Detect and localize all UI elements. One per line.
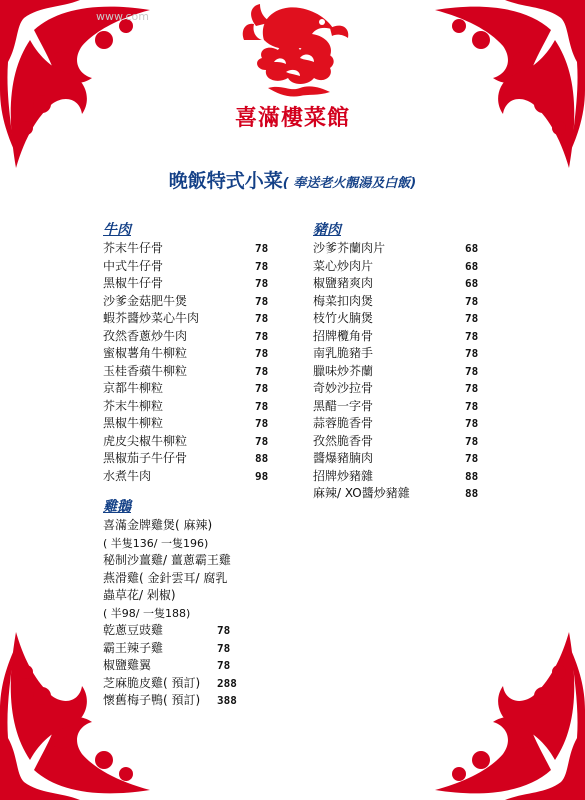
menu-item-name: 南乳脆豬手 bbox=[313, 346, 374, 360]
menu-item-name: 黑椒牛仔骨 bbox=[103, 276, 164, 290]
pork-item-list bbox=[313, 240, 488, 503]
menu-item bbox=[313, 275, 488, 293]
menu-item bbox=[103, 380, 273, 398]
menu-item-name: 霸王辣子雞 bbox=[103, 640, 164, 655]
menu-item bbox=[313, 485, 488, 503]
menu-item bbox=[313, 345, 488, 363]
menu-item bbox=[103, 675, 273, 693]
menu-item-name: 蝦芥醬炒菜心牛肉 bbox=[103, 311, 200, 325]
menu-item bbox=[103, 622, 273, 640]
menu-item-name: 京都牛柳粒 bbox=[103, 381, 164, 395]
beef-item-list bbox=[103, 240, 273, 485]
menu-item bbox=[103, 692, 273, 710]
fish-logo-icon bbox=[238, 0, 358, 100]
menu-item-name: 醬爆豬腩肉 bbox=[313, 451, 374, 465]
menu-item-name: 虎皮尖椒牛柳粒 bbox=[103, 433, 188, 448]
menu-item bbox=[103, 433, 273, 451]
menu-item-name: 乾蔥豆豉雞 bbox=[103, 623, 164, 637]
menu-item-name: 梅菜扣肉煲 bbox=[313, 293, 374, 308]
menu-item bbox=[313, 450, 488, 468]
menu-item-price: 78 bbox=[465, 399, 479, 413]
menu-item-price: 288 bbox=[217, 676, 237, 690]
menu-item-price: 98 bbox=[255, 469, 269, 483]
menu-item-price: 78 bbox=[255, 277, 269, 290]
menu-item-price: 78 bbox=[217, 659, 231, 672]
menu-item-name: 水煮牛肉 bbox=[103, 468, 152, 483]
menu-item bbox=[103, 275, 273, 293]
menu-item-name: 黑椒茄子牛仔骨 bbox=[103, 451, 188, 465]
beef-section-title: 牛肉 bbox=[103, 222, 131, 238]
menu-item-price: 88 bbox=[255, 452, 269, 465]
menu-item bbox=[103, 293, 273, 311]
menu-note-line: 燕滑雞( 金針雲耳/ 腐乳 bbox=[103, 570, 228, 585]
menu-item-price: 88 bbox=[465, 487, 479, 500]
corner-ornament-top-right bbox=[410, 0, 585, 175]
menu-item bbox=[313, 415, 488, 433]
menu-item bbox=[103, 415, 273, 433]
menu-title-note: ( 奉送老火靚湯及白飯) bbox=[282, 176, 417, 191]
menu-item-price: 78 bbox=[255, 329, 269, 343]
menu-item-price: 68 bbox=[465, 277, 479, 290]
menu-item-price: 78 bbox=[255, 294, 269, 308]
menu-item-price: 78 bbox=[255, 347, 269, 360]
menu-item bbox=[313, 293, 488, 311]
menu-item-price: 78 bbox=[465, 364, 479, 378]
menu-item bbox=[313, 310, 488, 328]
menu-item-price: 68 bbox=[465, 259, 479, 273]
menu-item-name: 黑椒牛柳粒 bbox=[103, 416, 164, 430]
menu-item-name: 中式牛仔骨 bbox=[103, 258, 164, 273]
menu-item-price: 78 bbox=[465, 417, 479, 430]
menu-item-name: 黑醋一字骨 bbox=[313, 398, 374, 413]
menu-item-price: 78 bbox=[465, 294, 479, 308]
menu-item-name: 芝麻脆皮雞( 預訂) bbox=[103, 675, 201, 690]
menu-item-name: 芥末牛仔骨 bbox=[103, 241, 164, 255]
menu-item-name: 招牌欖角骨 bbox=[313, 328, 374, 343]
menu-item-name: 奇妙沙拉骨 bbox=[313, 381, 374, 395]
watermark: www.com bbox=[96, 10, 149, 23]
chicken-section bbox=[103, 498, 273, 710]
menu-item-price: 78 bbox=[255, 312, 269, 325]
menu-note-line: ( 半隻136/ 一隻196) bbox=[103, 536, 209, 550]
menu-item-price: 78 bbox=[465, 347, 479, 360]
menu-item-price: 78 bbox=[465, 382, 479, 395]
menu-item-price: 78 bbox=[255, 434, 269, 448]
menu-item bbox=[313, 240, 488, 258]
menu-item bbox=[103, 345, 273, 363]
restaurant-logo bbox=[238, 0, 358, 100]
menu-item-price: 78 bbox=[255, 364, 269, 378]
menu-item bbox=[313, 328, 488, 346]
menu-item-name: 孜然香蔥炒牛肉 bbox=[103, 328, 188, 343]
chicken-item-list bbox=[103, 622, 273, 710]
menu-item bbox=[103, 640, 273, 658]
menu-item-name: 蜜椒薯角牛柳粒 bbox=[103, 346, 188, 360]
menu-item bbox=[103, 398, 273, 416]
menu-item-name: 沙爹金菇肥牛煲 bbox=[103, 293, 188, 308]
menu-item-name: 招牌炒豬雜 bbox=[313, 468, 374, 483]
menu-item-name: 懷舊梅子鴨( 預訂) bbox=[103, 693, 201, 707]
menu-item bbox=[313, 433, 488, 451]
menu-item-price: 78 bbox=[255, 242, 269, 255]
menu-item-name: 椒鹽豬爽肉 bbox=[313, 276, 374, 290]
menu-note-line: 秘制沙薑雞/ 薑蔥霸王雞 bbox=[103, 553, 231, 567]
menu-item-price: 88 bbox=[465, 469, 479, 483]
menu-item-name: 沙爹芥蘭肉片 bbox=[313, 241, 386, 255]
restaurant-name: 喜滿樓菜館 bbox=[234, 106, 350, 131]
menu-item-name: 玉桂香蘋牛柳粒 bbox=[103, 363, 188, 378]
menu-item-price: 388 bbox=[217, 694, 237, 707]
menu-item-price: 78 bbox=[465, 329, 479, 343]
menu-item bbox=[103, 310, 273, 328]
menu-item-name: 芥末牛柳粒 bbox=[103, 398, 164, 413]
menu-title-main: 晚飯特式小菜 bbox=[168, 170, 283, 192]
menu-item-name: 麻辣/ XO醬炒豬雜 bbox=[313, 486, 410, 500]
pork-section bbox=[313, 221, 488, 503]
menu-item-name: 孜然脆香骨 bbox=[313, 433, 374, 448]
menu-item-price: 78 bbox=[255, 259, 269, 273]
beef-section bbox=[103, 221, 273, 485]
menu-item-price: 78 bbox=[255, 382, 269, 395]
menu-item bbox=[103, 258, 273, 276]
menu-note-line: 蟲草花/ 剁椒) bbox=[103, 588, 176, 602]
menu-item-price: 78 bbox=[465, 452, 479, 465]
menu-item-price: 78 bbox=[217, 624, 231, 637]
menu-item-name: 臘味炒芥蘭 bbox=[313, 363, 374, 378]
pork-section-title: 豬肉 bbox=[313, 222, 341, 238]
menu-item bbox=[313, 380, 488, 398]
menu-item-name: 菜心炒肉片 bbox=[313, 258, 374, 273]
menu-item bbox=[313, 363, 488, 381]
menu-item-price: 78 bbox=[255, 399, 269, 413]
chicken-note-list bbox=[103, 517, 273, 622]
menu-item-name: 椒鹽雞翼 bbox=[103, 658, 152, 672]
menu-item bbox=[103, 363, 273, 381]
menu-item bbox=[313, 258, 488, 276]
corner-ornament-top-left bbox=[0, 0, 175, 175]
menu-item bbox=[313, 468, 488, 486]
menu-item-price: 78 bbox=[255, 417, 269, 430]
menu-item bbox=[103, 657, 273, 675]
menu-item-price: 78 bbox=[465, 312, 479, 325]
chicken-section-title: 雞鵝 bbox=[103, 499, 131, 515]
menu-item-price: 68 bbox=[465, 242, 479, 255]
menu-item bbox=[313, 398, 488, 416]
menu-item bbox=[103, 450, 273, 468]
menu-item-price: 78 bbox=[465, 434, 479, 448]
menu-item bbox=[103, 328, 273, 346]
menu-note-line: ( 半98/ 一隻188) bbox=[103, 606, 191, 620]
menu-item-price: 78 bbox=[217, 641, 231, 655]
menu-item bbox=[103, 468, 273, 486]
menu-item bbox=[103, 240, 273, 258]
menu-item-name: 枝竹火腩煲 bbox=[313, 311, 374, 325]
menu-note-line: 喜滿金牌雞煲( 麻辣) bbox=[103, 518, 213, 532]
corner-ornament-bottom-right bbox=[410, 625, 585, 800]
menu-item-name: 蒜蓉脆香骨 bbox=[313, 416, 374, 430]
menu-title bbox=[0, 166, 585, 193]
